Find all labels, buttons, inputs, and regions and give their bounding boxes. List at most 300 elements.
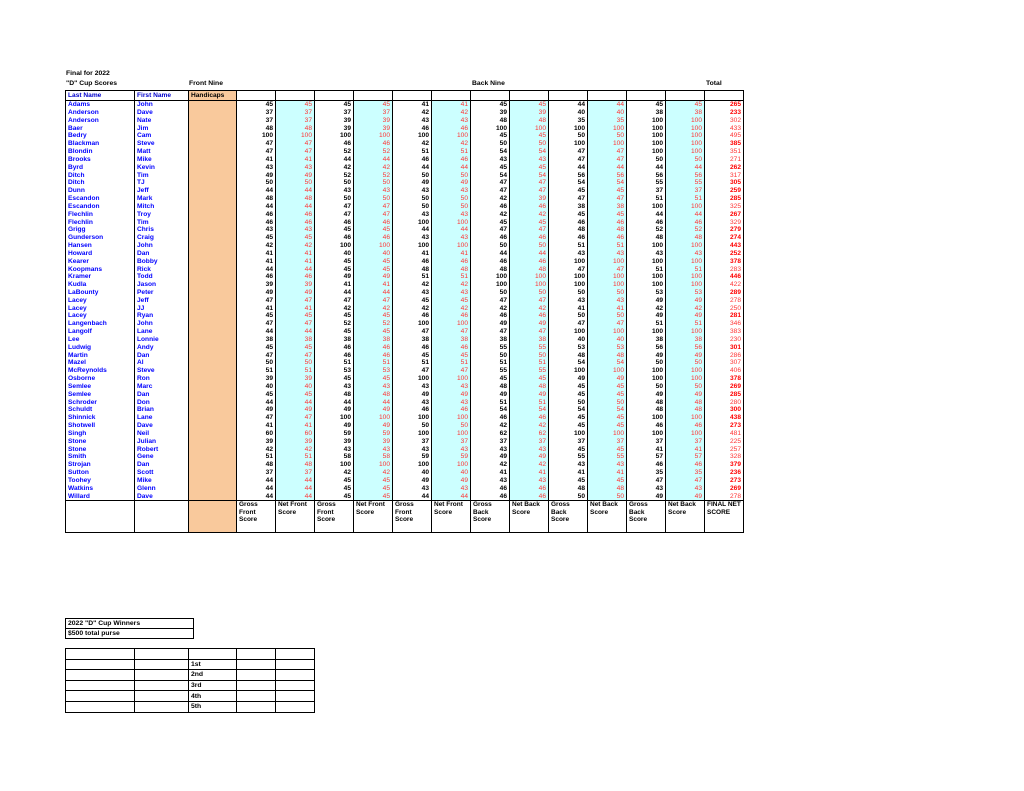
final-net-score-cell: 278: [705, 297, 744, 305]
net-score-cell: 38: [510, 336, 549, 344]
net-score-cell: 45: [588, 477, 627, 485]
gross-score-cell: 47: [471, 297, 510, 305]
gross-score-cell: 44: [393, 226, 432, 234]
final-net-score-cell: 250: [705, 305, 744, 313]
winner-cell: [276, 659, 315, 670]
gross-score-cell: 100: [627, 367, 666, 375]
gross-score-cell: 43: [471, 477, 510, 485]
footer-header-cell: Gross Back Score: [471, 501, 510, 533]
table-row: [66, 367, 744, 375]
net-score-cell: 46: [510, 492, 549, 500]
gross-score-cell: 45: [471, 101, 510, 109]
gross-score-cell: 44: [393, 492, 432, 500]
last-name-cell: Langolf: [66, 328, 135, 336]
net-score-cell: 47: [510, 179, 549, 187]
gross-score-cell: 41: [237, 422, 276, 430]
last-name-cell: Adams: [66, 101, 135, 109]
gross-score-cell: 51: [393, 273, 432, 281]
net-score-cell: 43: [432, 289, 471, 297]
gross-score-cell: 60: [237, 430, 276, 438]
gross-score-cell: 45: [393, 352, 432, 360]
net-score-cell: 48: [354, 391, 393, 399]
handicap-cell: [189, 234, 237, 242]
gross-score-cell: 46: [471, 203, 510, 211]
gross-score-cell: 54: [471, 148, 510, 156]
first-name-cell: Chris: [135, 226, 189, 234]
final-net-score-cell: 265: [705, 101, 744, 109]
last-name-cell: Stone: [66, 438, 135, 446]
gross-score-cell: 41: [237, 156, 276, 164]
gross-score-cell: 46: [393, 124, 432, 132]
table-row: [66, 281, 744, 289]
net-score-cell: 49: [666, 352, 705, 360]
handicap-cell: [189, 297, 237, 305]
final-net-score-cell: 300: [705, 406, 744, 414]
net-score-cell: 47: [588, 148, 627, 156]
net-score-cell: 43: [432, 187, 471, 195]
gross-score-cell: 49: [315, 273, 354, 281]
last-name-cell: Bedry: [66, 132, 135, 140]
final-net-score-cell: 433: [705, 124, 744, 132]
table-row: [66, 109, 744, 117]
table-row: [66, 344, 744, 352]
gross-score-cell: 41: [549, 305, 588, 313]
net-score-cell: 46: [432, 124, 471, 132]
net-score-cell: 45: [276, 344, 315, 352]
net-score-cell: 100: [354, 461, 393, 469]
net-score-cell: 45: [510, 164, 549, 172]
net-score-cell: 43: [432, 383, 471, 391]
footer-header-cell: Net Back Score: [510, 501, 549, 533]
handicap-cell: [189, 226, 237, 234]
gross-score-cell: 100: [315, 132, 354, 140]
gross-score-cell: 51: [393, 148, 432, 156]
first-name-cell: Matt: [135, 148, 189, 156]
gross-score-cell: 44: [315, 398, 354, 406]
gross-score-cell: 51: [237, 453, 276, 461]
gross-score-cell: 44: [315, 289, 354, 297]
net-score-cell: 49: [666, 312, 705, 320]
handicap-cell: [189, 391, 237, 399]
net-score-cell: 45: [666, 101, 705, 109]
net-score-cell: 37: [432, 438, 471, 446]
net-score-cell: 100: [666, 273, 705, 281]
gross-score-cell: 42: [237, 242, 276, 250]
first-name-cell: TJ: [135, 179, 189, 187]
net-score-cell: 50: [432, 171, 471, 179]
gross-score-cell: 55: [627, 179, 666, 187]
final-net-score-cell: 422: [705, 281, 744, 289]
footer-blank-cell: [189, 501, 237, 533]
gross-score-cell: 45: [471, 375, 510, 383]
gross-score-cell: 49: [627, 297, 666, 305]
net-score-cell: 100: [588, 140, 627, 148]
gross-score-cell: 42: [471, 211, 510, 219]
net-score-cell: 44: [354, 289, 393, 297]
net-score-cell: 51: [432, 273, 471, 281]
net-score-cell: 47: [510, 328, 549, 336]
net-score-cell: 50: [588, 289, 627, 297]
net-score-cell: 48: [666, 398, 705, 406]
net-score-cell: 42: [432, 140, 471, 148]
first-name-cell: Mitch: [135, 203, 189, 211]
gross-score-cell: 50: [549, 398, 588, 406]
net-score-cell: 100: [510, 124, 549, 132]
table-row: [66, 297, 744, 305]
title-final: Final for 2022: [66, 70, 110, 77]
net-score-cell: 45: [276, 391, 315, 399]
net-score-cell: 54: [588, 359, 627, 367]
net-score-cell: 62: [510, 430, 549, 438]
gross-score-cell: 49: [627, 352, 666, 360]
net-score-cell: 37: [276, 469, 315, 477]
gross-score-cell: 100: [627, 375, 666, 383]
gross-score-cell: 47: [393, 328, 432, 336]
gross-score-cell: 100: [315, 242, 354, 250]
gross-score-cell: 37: [315, 109, 354, 117]
net-score-cell: 42: [510, 461, 549, 469]
net-score-cell: 35: [588, 117, 627, 125]
handicap-cell: [189, 469, 237, 477]
gross-score-cell: 50: [549, 289, 588, 297]
gross-score-cell: 46: [471, 485, 510, 493]
winner-cell: [135, 649, 189, 660]
table-row: [66, 164, 744, 172]
winner-cell: [135, 701, 189, 712]
net-score-cell: 43: [510, 477, 549, 485]
net-score-cell: 60: [276, 430, 315, 438]
net-score-cell: 46: [588, 234, 627, 242]
gross-score-cell: 46: [471, 234, 510, 242]
net-score-cell: 100: [666, 132, 705, 140]
net-score-cell: 51: [276, 367, 315, 375]
first-name-cell: Steve: [135, 140, 189, 148]
net-score-cell: 47: [510, 297, 549, 305]
last-name-cell: Sutton: [66, 469, 135, 477]
first-name-cell: Julian: [135, 438, 189, 446]
net-score-cell: 41: [432, 101, 471, 109]
winner-cell: [66, 670, 135, 681]
net-score-cell: 47: [510, 226, 549, 234]
gross-score-cell: 45: [549, 414, 588, 422]
net-score-cell: 50: [510, 289, 549, 297]
handicap-cell: [189, 453, 237, 461]
gross-score-cell: 55: [471, 367, 510, 375]
gross-score-cell: 58: [315, 453, 354, 461]
gross-score-cell: 47: [237, 297, 276, 305]
winner-cell: [135, 680, 189, 691]
handicap-cell: [189, 375, 237, 383]
footer-header-cell: Net Front Score: [276, 501, 315, 533]
gross-score-cell: 50: [393, 171, 432, 179]
gross-score-cell: 49: [393, 391, 432, 399]
net-score-cell: 100: [666, 328, 705, 336]
net-score-cell: 40: [354, 250, 393, 258]
gross-score-cell: 100: [627, 258, 666, 266]
net-score-cell: 100: [666, 281, 705, 289]
net-score-cell: 52: [666, 226, 705, 234]
winner-cell: [66, 659, 135, 670]
net-score-cell: 100: [354, 132, 393, 140]
net-score-cell: 100: [666, 140, 705, 148]
gross-score-cell: 37: [237, 469, 276, 477]
final-net-score-cell: 257: [705, 445, 744, 453]
table-row: [66, 226, 744, 234]
gross-score-cell: 47: [471, 179, 510, 187]
gross-score-cell: 44: [237, 328, 276, 336]
table-row: [66, 391, 744, 399]
final-net-score-cell: 443: [705, 242, 744, 250]
net-score-cell: 39: [276, 281, 315, 289]
gross-score-cell: 43: [315, 187, 354, 195]
gross-score-cell: 44: [549, 164, 588, 172]
net-score-cell: 51: [354, 359, 393, 367]
net-score-cell: 100: [432, 218, 471, 226]
net-score-cell: 49: [276, 171, 315, 179]
net-score-cell: 46: [354, 140, 393, 148]
last-name-cell: Shinnick: [66, 414, 135, 422]
net-score-cell: 48: [276, 195, 315, 203]
handicap-cell: [189, 461, 237, 469]
first-name-cell: Dan: [135, 352, 189, 360]
net-score-cell: 46: [510, 312, 549, 320]
gross-score-cell: 46: [315, 234, 354, 242]
net-score-cell: 55: [666, 179, 705, 187]
net-score-cell: 56: [588, 171, 627, 179]
net-score-cell: 44: [354, 398, 393, 406]
gross-score-cell: 50: [393, 203, 432, 211]
gross-score-cell: 43: [627, 485, 666, 493]
gross-score-cell: 44: [237, 265, 276, 273]
gross-score-cell: 46: [393, 312, 432, 320]
last-name-cell: Blondin: [66, 148, 135, 156]
gross-score-cell: 48: [471, 117, 510, 125]
gross-score-cell: 100: [627, 273, 666, 281]
first-name-cell: Peter: [135, 289, 189, 297]
last-name-cell: Koopmans: [66, 265, 135, 273]
table-row: [66, 461, 744, 469]
final-net-score-cell: 495: [705, 132, 744, 140]
gross-score-cell: 48: [237, 461, 276, 469]
net-score-cell: 45: [354, 375, 393, 383]
net-score-cell: 45: [588, 187, 627, 195]
net-score-cell: 50: [354, 195, 393, 203]
gross-score-cell: 50: [549, 132, 588, 140]
net-score-cell: 46: [354, 218, 393, 226]
handicap-cell: [189, 383, 237, 391]
net-score-cell: 45: [354, 101, 393, 109]
final-net-score-cell: 325: [705, 203, 744, 211]
net-score-cell: 50: [588, 492, 627, 500]
net-score-cell: 45: [588, 414, 627, 422]
final-net-score-cell: 379: [705, 461, 744, 469]
net-score-cell: 38: [276, 336, 315, 344]
net-score-cell: 59: [354, 430, 393, 438]
net-score-cell: 47: [432, 367, 471, 375]
net-score-cell: 42: [510, 422, 549, 430]
gross-score-cell: 44: [627, 164, 666, 172]
gross-score-cell: 100: [627, 281, 666, 289]
net-score-cell: 45: [354, 477, 393, 485]
final-net-score-cell: 233: [705, 109, 744, 117]
gross-score-cell: 38: [549, 203, 588, 211]
last-name-cell: Osborne: [66, 375, 135, 383]
final-net-score-cell: 302: [705, 117, 744, 125]
gross-score-cell: 41: [393, 101, 432, 109]
final-net-score-cell: 378: [705, 375, 744, 383]
gross-score-cell: 54: [471, 406, 510, 414]
net-score-cell: 49: [432, 391, 471, 399]
net-score-cell: 51: [276, 453, 315, 461]
final-net-score-cell: 283: [705, 265, 744, 273]
handicap-cell: [189, 250, 237, 258]
table-row: [66, 273, 744, 281]
net-score-cell: 44: [432, 226, 471, 234]
gross-score-cell: 42: [393, 305, 432, 313]
gross-score-cell: 51: [315, 359, 354, 367]
gross-score-cell: 44: [237, 485, 276, 493]
net-score-cell: 48: [276, 461, 315, 469]
last-name-cell: Toohey: [66, 477, 135, 485]
gross-score-cell: 50: [549, 312, 588, 320]
gross-score-cell: 45: [315, 101, 354, 109]
table-row: [66, 156, 744, 164]
net-score-cell: 48: [588, 226, 627, 234]
net-score-cell: 47: [276, 148, 315, 156]
table-row: [66, 430, 744, 438]
handicap-cell: [189, 258, 237, 266]
gross-score-cell: 47: [237, 352, 276, 360]
table-row: [66, 328, 744, 336]
gross-score-cell: 52: [315, 171, 354, 179]
gross-score-cell: 37: [627, 438, 666, 446]
net-score-cell: 46: [510, 414, 549, 422]
table-row: [66, 101, 744, 109]
gross-score-cell: 46: [315, 140, 354, 148]
table-row: [66, 117, 744, 125]
table-row: [66, 422, 744, 430]
gross-score-cell: 46: [471, 312, 510, 320]
gross-score-cell: 50: [393, 422, 432, 430]
net-score-cell: 50: [588, 312, 627, 320]
net-score-cell: 50: [510, 140, 549, 148]
table-row: [66, 195, 744, 203]
net-score-cell: 37: [666, 187, 705, 195]
last-name-cell: Lacey: [66, 305, 135, 313]
place-label: 5th: [189, 701, 237, 712]
handicaps-header: Handicaps: [189, 91, 237, 101]
last-name-cell: Howard: [66, 250, 135, 258]
gross-score-cell: 48: [627, 406, 666, 414]
net-score-cell: 100: [276, 132, 315, 140]
net-score-cell: 47: [354, 297, 393, 305]
net-score-cell: 44: [276, 398, 315, 406]
gross-score-cell: 43: [471, 156, 510, 164]
net-score-cell: 52: [354, 148, 393, 156]
gross-score-cell: 44: [393, 164, 432, 172]
net-score-cell: 47: [276, 320, 315, 328]
gross-score-cell: 40: [549, 109, 588, 117]
first-name-cell: Dave: [135, 109, 189, 117]
net-score-cell: 39: [510, 109, 549, 117]
gross-score-cell: 42: [237, 445, 276, 453]
gross-score-cell: 47: [237, 140, 276, 148]
footer-header-cell: Net Front Score: [432, 501, 471, 533]
final-net-score-cell: 285: [705, 391, 744, 399]
gross-score-cell: 45: [549, 477, 588, 485]
gross-score-cell: 53: [627, 289, 666, 297]
net-score-cell: 46: [354, 344, 393, 352]
net-score-cell: 47: [354, 203, 393, 211]
gross-score-cell: 47: [549, 156, 588, 164]
table-row: [66, 187, 744, 195]
net-score-cell: 49: [354, 406, 393, 414]
gross-score-cell: 50: [471, 140, 510, 148]
net-score-cell: 41: [276, 258, 315, 266]
gross-score-cell: 100: [627, 124, 666, 132]
net-score-cell: 46: [666, 461, 705, 469]
gross-score-cell: 43: [315, 445, 354, 453]
net-score-cell: 100: [666, 124, 705, 132]
net-score-cell: 46: [276, 273, 315, 281]
first-name-cell: Dave: [135, 422, 189, 430]
first-name-cell: Tim: [135, 171, 189, 179]
handicap-cell: [189, 101, 237, 109]
table-row: [66, 312, 744, 320]
first-name-cell: Dave: [135, 492, 189, 500]
net-score-cell: 100: [432, 242, 471, 250]
first-name-cell: Glenn: [135, 485, 189, 493]
last-name-cell: Blackman: [66, 140, 135, 148]
net-score-cell: 39: [354, 438, 393, 446]
gross-score-cell: 100: [627, 140, 666, 148]
net-score-cell: 100: [588, 124, 627, 132]
first-name-cell: Lane: [135, 414, 189, 422]
winner-cell: [66, 649, 135, 660]
footer-blank-cell: [135, 501, 189, 533]
net-score-cell: 48: [432, 265, 471, 273]
net-score-cell: 39: [354, 124, 393, 132]
net-score-cell: 45: [510, 218, 549, 226]
final-net-score-cell: 317: [705, 171, 744, 179]
final-net-score-cell: 385: [705, 140, 744, 148]
table-row: [66, 289, 744, 297]
net-score-cell: 42: [276, 445, 315, 453]
handicap-cell: [189, 218, 237, 226]
gross-score-cell: 46: [549, 234, 588, 242]
handicap-cell: [189, 359, 237, 367]
first-name-cell: Neil: [135, 430, 189, 438]
gross-score-cell: 100: [393, 414, 432, 422]
gross-score-cell: 50: [315, 195, 354, 203]
gross-score-cell: 43: [393, 485, 432, 493]
net-score-cell: 40: [588, 336, 627, 344]
gross-score-cell: 46: [315, 352, 354, 360]
gross-score-cell: 38: [627, 336, 666, 344]
gross-score-cell: 43: [471, 445, 510, 453]
gross-score-cell: 45: [237, 234, 276, 242]
net-score-cell: 49: [432, 179, 471, 187]
net-score-cell: 48: [666, 406, 705, 414]
footer-header-cell: Net Front Score: [354, 501, 393, 533]
net-score-cell: 49: [432, 477, 471, 485]
final-net-score-cell: 328: [705, 453, 744, 461]
first-name-cell: Mike: [135, 156, 189, 164]
last-name-cell: Martin: [66, 352, 135, 360]
gross-score-cell: 100: [393, 132, 432, 140]
gross-score-cell: 48: [237, 195, 276, 203]
gross-score-cell: 45: [315, 485, 354, 493]
